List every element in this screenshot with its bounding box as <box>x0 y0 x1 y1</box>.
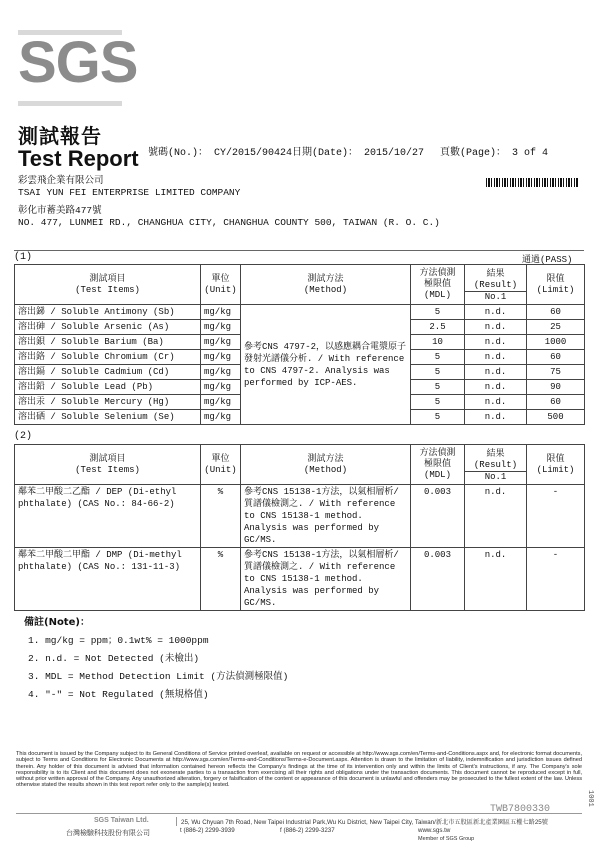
results-table-2 <box>14 444 585 611</box>
footer <box>16 813 582 840</box>
note-item: 3. MDL = Method Detection Limit (方法偵測極限值) <box>28 671 289 682</box>
table-row: 鄰苯二甲酸二甲酯 / DMP (Di-methyl phthalate) (CAS No.: 131-11-3) % 參考CNS 15138-1方法，以氣相層析/質譜儀檢測之. / With reference to CNS 15138-1 method. Analysis was performed by GC/MS. 0.003 n.d. - <box>15 548 585 611</box>
document-code: TWB7800330 <box>490 804 551 815</box>
footer-company-cn: 台灣檢驗科技股份有限公司 <box>66 830 150 837</box>
header-item: 測試項目 (Test Items) <box>15 445 201 485</box>
header-unit: 單位 (Unit) <box>201 265 241 305</box>
client-address-en: NO. 477, LUNMEI RD., CHANGHUA CITY, CHANGHUA COUNTY 500, TAIWAN (R. O. C.) <box>18 217 440 228</box>
side-code: 1001 <box>586 790 594 807</box>
table-row: 溶出鋇 / Soluble Barium (Ba) mg/kg 10 n.d. 1000 <box>15 335 585 350</box>
table-header <box>15 265 585 305</box>
header-limit: 限值 (Limit) <box>527 265 585 305</box>
method-cell: 參考CNS 4797-2，以感應耦合電漿原子發射光譜儀分析. / With reference to CNS 4797-2. Analysis was performed by ICP-AES. <box>241 305 411 425</box>
table-row: 溶出砷 / Soluble Arsenic (As) mg/kg 2.5 n.d. 25 <box>15 320 585 335</box>
header-item: 測試項目 (Test Items) <box>15 265 201 305</box>
note-item: 1. mg/kg = ppm；0.1wt% = 1000ppm <box>28 635 209 646</box>
table-row: 溶出鉻 / Soluble Chromium (Cr) mg/kg 5 n.d. 60 <box>15 350 585 365</box>
header-result: 結果 (Result) No.1 <box>465 265 527 305</box>
report-number: 號碼(No.)： CY/2015/90424 <box>148 148 293 159</box>
sgs-logo: SGS <box>18 30 122 106</box>
notes <box>24 614 288 704</box>
header-mdl: 方法偵測 極限值 (MDL) <box>411 445 465 485</box>
client-name-en: TSAI YUN FEI ENTERPRISE LIMITED COMPANY <box>18 187 241 198</box>
title-english: Test Report <box>18 146 139 171</box>
footer-member: Member of SGS Group <box>418 836 475 842</box>
table-row: 溶出鉛 / Soluble Lead (Pb) mg/kg 5 n.d. 90 <box>15 380 585 395</box>
table-header <box>15 445 585 485</box>
disclaimer: This document is issued by the Company subject to its General Conditions of Service printed overleaf, available on request or accessible at http://www.sgs.com/en/Terms-and-Conditions.aspx and, for electronic format documents, subject to Terms and Conditions for Electronic Documents at http://www.sgs.com/en/Terms-and-Conditions/Terms-e-Document.aspx. Attention is drawn to the limitation of liability, indemnification and jurisdiction issues defined therein. Any holder of this document is advised that information contained hereon reflects the Company's findings at the time of its intervention only and within the limits of Client's instructions, if any. The Company's sole responsibility is to its Client and this document does not exonerate parties to a transaction from exercising all their rights and obligations under the transaction documents. This document cannot be reproduced except in full, without prior written approval of the Company. Any unauthorized alteration, forgery or falsification of the content or appearance of this document is unlawful and offenders may be prosecuted to the fullest extent of the law. Unless otherwise stated the results shown in this test report refer only to the sample(s) tested. <box>16 751 582 789</box>
section-2-label: (2) <box>14 431 33 442</box>
table-row: 溶出硒 / Soluble Selenium (Se) mg/kg 5 n.d. 500 <box>15 410 585 425</box>
footer-web: www.sgs.tw <box>418 827 451 834</box>
page-number: 頁數(Page)： 3 of 4 <box>440 148 549 159</box>
footer-fax: f (886-2) 2299-3237 <box>280 827 335 834</box>
header-mdl: 方法偵測 極限值 (MDL) <box>411 265 465 305</box>
header-result: 結果 (Result) No.1 <box>465 445 527 485</box>
footer-company-en: SGS Taiwan Ltd. <box>94 817 149 824</box>
note-item: 4. "-" = Not Regulated (無規格值) <box>28 689 209 700</box>
table-row: 溶出銻 / Soluble Antimony (Sb) mg/kg 參考CNS 4797-2，以感應耦合電漿原子發射光譜儀分析. / With reference to CNS 4797-2. Analysis was performed by ICP-AES. 5 n.d. 60 <box>15 305 585 320</box>
header-method: 測試方法 (Method) <box>241 445 411 485</box>
title-chinese: 測試報告 <box>18 124 102 148</box>
footer-tel: t (886-2) 2299-3939 <box>180 827 235 834</box>
notes-title: 備註(Note)： <box>24 617 90 628</box>
report-date: 日期(Date)： 2015/10/27 <box>292 148 425 159</box>
note-item: 2. n.d. = Not Detected (未檢出) <box>28 653 200 664</box>
divider <box>14 250 584 251</box>
table-row: 溶出汞 / Soluble Mercury (Hg) mg/kg 5 n.d. 60 <box>15 395 585 410</box>
header-limit: 限值 (Limit) <box>527 445 585 485</box>
header-method: 測試方法 (Method) <box>241 265 411 305</box>
client-name-cn: 彩雲飛企業有限公司 <box>18 175 104 186</box>
section-1-label: (1) <box>14 252 33 263</box>
table-row: 溶出鎘 / Soluble Cadmium (Cd) mg/kg 5 n.d. 75 <box>15 365 585 380</box>
header-unit: 單位 (Unit) <box>201 445 241 485</box>
pass-label: 通過(PASS) <box>522 255 573 265</box>
results-table-1 <box>14 264 585 425</box>
footer-address: 25, Wu Chyuan 7th Road, New Taipei Industrial Park,Wu Ku District, New Taipei City, Taiwan/新北市五股區新北產業園區五權七路25號 <box>176 817 548 826</box>
client-address-cn: 彰化市蓄美路477號 <box>18 205 102 216</box>
barcode <box>486 178 578 187</box>
table-row: 鄰苯二甲酸二乙酯 / DEP (Di-ethyl phthalate) (CAS No.: 84-66-2) % 參考CNS 15138-1方法，以氣相層析/質譜儀檢測之. / With reference to CNS 15138-1 method. Analysis was performed by GC/MS. 0.003 n.d. - <box>15 485 585 548</box>
